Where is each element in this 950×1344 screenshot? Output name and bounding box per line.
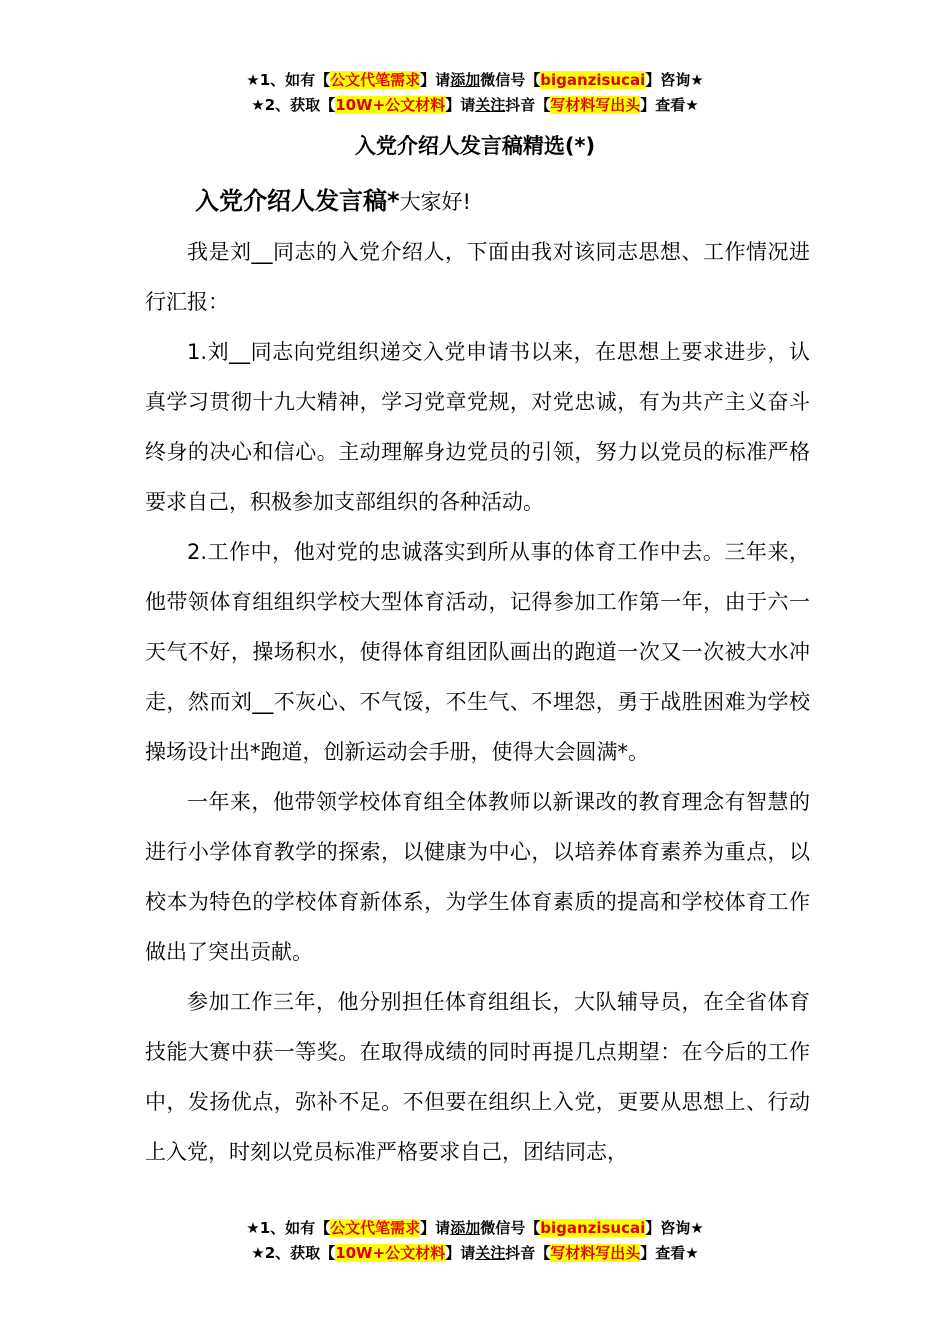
banner-line-1 (0, 68, 950, 93)
banner-text: 微信号【 (480, 71, 541, 89)
banner-highlight: 公文代笔需求 (330, 71, 421, 89)
banner-highlight-wechat: biganzisucai (540, 71, 646, 89)
banner-line-2 (0, 1241, 950, 1266)
banner-highlight-douyin: 写材料写出头 (550, 96, 641, 114)
banner-underline: 关注 (475, 96, 506, 114)
banner-text: 】咨询★ (645, 71, 704, 89)
banner-highlight-douyin: 写材料写出头 (550, 1244, 641, 1262)
banner-line-1 (0, 1216, 950, 1241)
banner-line-2 (0, 93, 950, 118)
document-title: 入党介绍人发言稿精选(*) (354, 134, 596, 158)
banner-text: 】查看★ (640, 1244, 699, 1262)
banner-text: 】查看★ (640, 96, 699, 114)
banner-text: ★1、如有【 (246, 71, 331, 89)
paragraph: 2.工作中，他对党的忠诚落实到所从事的体育工作中去。三年来，他带领体育组组织学校大型体育活动，记得参加工作第一年，由于六一天气不好，操场积水，使得体育组团队画出的跑道一次又一次被大水冲走，然而刘__不灰心、不气馁，不生气、不埋怨，勇于战胜困难为学校操场设计出*跑道，创新运动会手册，使得大会圆满*。 (145, 540, 810, 764)
document-body (145, 176, 810, 1177)
banner-text: ★2、获取【 (251, 96, 336, 114)
banner-text: 】咨询★ (645, 1219, 704, 1237)
paragraph: 一年来，他带领学校体育组全体教师以新课改的教育理念有智慧的进行小学体育教学的探索，以健康为中心，以培养体育素养为重点，以校本为特色的学校体育新体系，为学生体育素质的提高和学校体育工作做出了突出贡献。 (145, 790, 810, 964)
banner-text: ★1、如有【 (246, 1219, 331, 1237)
footer-banner (0, 1216, 950, 1266)
paragraph: 参加工作三年，他分别担任体育组组长，大队辅导员，在全省体育技能大赛中获一等奖。在取得成绩的同时再提几点期望：在今后的工作中，发扬优点，弥补不足。不但要在组织上入党，更要从思想上、行动上入党，时刻以党员标准严格要求自己，团结同志， (145, 990, 810, 1164)
banner-text: 】请 (420, 71, 451, 89)
banner-text: 】请 (445, 1244, 476, 1262)
banner-text: 】请 (420, 1219, 451, 1237)
banner-text: 抖音【 (505, 1244, 551, 1262)
banner-text: 抖音【 (505, 96, 551, 114)
banner-text: ★2、获取【 (251, 1244, 336, 1262)
banner-underline: 关注 (475, 1244, 506, 1262)
greeting: 大家好! (399, 190, 471, 214)
banner-text: 】请 (445, 96, 476, 114)
banner-highlight: 公文代笔需求 (330, 1219, 421, 1237)
banner-underline: 添加 (450, 71, 481, 89)
banner-text: 微信号【 (480, 1219, 541, 1237)
paragraph: 我是刘__同志的入党介绍人，下面由我对该同志思想、工作情况进行汇报： (145, 240, 810, 314)
speech-heading (145, 176, 810, 227)
speech-heading-bold: 入党介绍人发言稿* (195, 187, 400, 215)
banner-highlight-wechat: biganzisucai (540, 1219, 646, 1237)
paragraph: 1.刘__同志向党组织递交入党申请书以来，在思想上要求进步，认真学习贯彻十九大精神，学习党章党规，对党忠诚，有为共产主义奋斗终身的决心和信心。主动理解身边党员的引领，努力以党员的标准严格要求自己，积极参加支部组织的各种活动。 (145, 340, 810, 514)
header-banner (0, 68, 950, 118)
banner-underline: 添加 (450, 1219, 481, 1237)
banner-highlight: 10W+公文材料 (335, 1244, 446, 1262)
banner-highlight: 10W+公文材料 (335, 96, 446, 114)
